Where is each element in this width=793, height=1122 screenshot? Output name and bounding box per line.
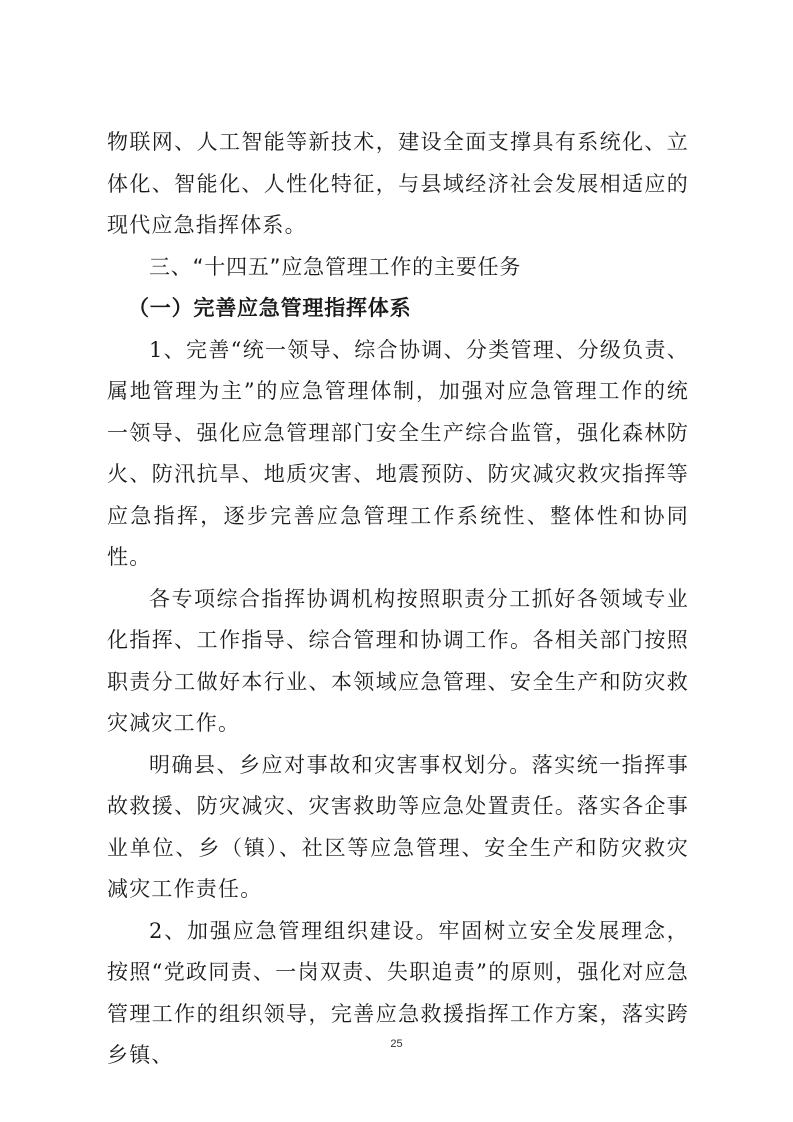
paragraph: 各专项综合指挥协调机构按照职责分工抓好各领域专业化指挥、工作指导、综合管理和协调工作。各相关部门按照职责分工做好本行业、本领域应急管理、安全生产和防灾救灾减灾工作。 — [107, 586, 689, 735]
section-heading: 三、“十四五”应急管理工作的主要任务 — [149, 254, 522, 279]
page-number: 25 — [390, 1038, 403, 1050]
paragraph: 2、加强应急管理组织建设。牢固树立安全发展理念，按照“党政同责、一岗双责、失职追责”的原则，强化对应急管理工作的组织领导，完善应急救援指挥工作方案，落实跨乡镇、 — [107, 918, 689, 1067]
paragraph-continuation: 物联网、人工智能等新技术，建设全面支撑具有系统化、立体化、智能化、人性化特征，与县域经济社会发展相适应的现代应急指挥体系。 — [107, 130, 689, 237]
sub-heading: （一）完善应急管理指挥体系 — [128, 296, 412, 320]
paragraph: 1、完善“统一领导、综合协调、分类管理、分级负责、属地管理为主”的应急管理体制，加强对应急管理工作的统一领导、强化应急管理部门安全生产综合监管，强化森林防火、防汛抗旱、地质灾害、地震预防、防灾减灾救灾指挥等应急指挥，逐步完善应急管理工作系统性、整体性和协同性。 — [107, 337, 689, 569]
document-body — [107, 122, 689, 1077]
paragraph: 明确县、乡应对事故和灾害事权划分。落实统一指挥事故救援、防灾减灾、灾害救助等应急处置责任。落实各企事业单位、乡（镇）、社区等应急管理、安全生产和防灾救灾减灾工作责任。 — [107, 752, 689, 901]
